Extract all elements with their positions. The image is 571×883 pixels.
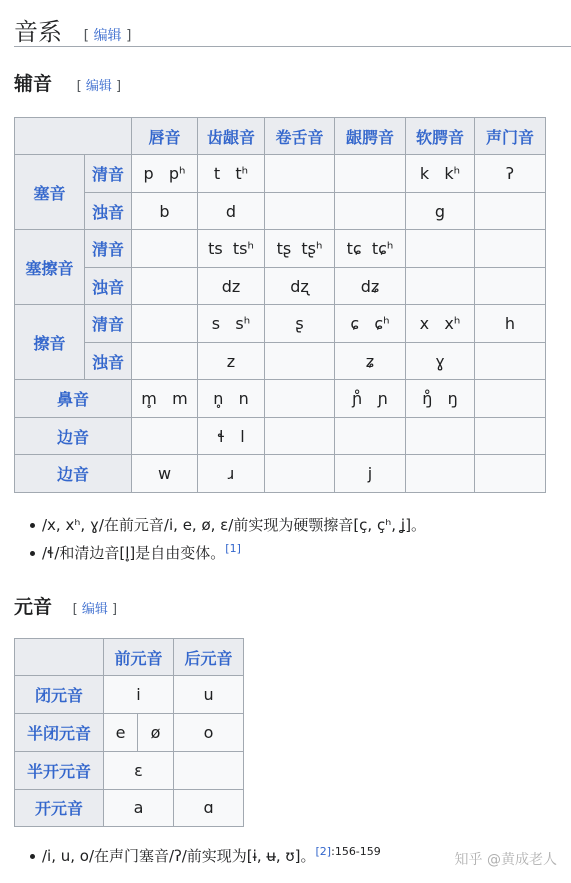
phoneme-cell [335,193,406,230]
table-row [15,751,244,789]
consonants-heading [14,69,121,96]
table-row [15,268,546,305]
phoneme-cell: ŋ̊ ŋ [406,380,475,418]
bullet-dot [30,523,35,528]
col-header[interactable]: 声门音 [475,118,546,155]
phoneme-cell [335,155,406,193]
phoneme-cell: p pʰ [132,155,198,193]
vowel-cell: o [174,714,244,751]
edit-link[interactable]: 编辑 [93,28,122,44]
phoneme-cell [475,193,546,230]
col-header[interactable]: 软腭音 [406,118,475,155]
phoneme-cell [335,418,406,455]
phoneme-cell [265,418,335,455]
vowels-edit-link[interactable]: [ 编辑 ] [72,602,118,617]
row-sub-header[interactable]: 浊音 [85,343,132,380]
table-row [15,455,546,493]
phoneme-cell [132,418,198,455]
phoneme-cell: ɕ ɕʰ [335,305,406,343]
section-edit-link[interactable]: [ 编辑 ] [83,28,132,44]
phoneme-cell [265,193,335,230]
phoneme-cell [406,455,475,493]
col-header[interactable]: 唇音 [132,118,198,155]
row-group-header[interactable]: 塞音 [15,155,85,230]
heading-divider [14,46,571,47]
phoneme-cell: ʔ [475,155,546,193]
vowel-cell: u [174,676,244,714]
consonants-title: 辅音 [14,73,53,95]
phoneme-cell: ɲ̊ ɲ [335,380,406,418]
phoneme-cell: d [198,193,265,230]
edit-link[interactable]: 编辑 [85,79,112,94]
consonant-header-row [15,118,546,155]
phoneme-cell: j [335,455,406,493]
phoneme-cell: dʐ [265,268,335,305]
row-header[interactable]: 开元音 [15,789,104,826]
phoneme-cell: m̥ m [132,380,198,418]
phoneme-cell [132,268,198,305]
phoneme-cell: ɣ [406,343,475,380]
phoneme-cell: tɕ tɕʰ [335,230,406,268]
row-header[interactable]: 闭元音 [15,676,104,714]
consonants-edit-link[interactable]: [ 编辑 ] [76,79,122,94]
phoneme-cell: n̥ n [198,380,265,418]
phoneme-cell [265,455,335,493]
table-row [15,193,546,230]
row-sub-header[interactable]: 浊音 [85,193,132,230]
vowels-title: 元音 [14,596,53,618]
phoneme-cell: b [132,193,198,230]
row-group-header[interactable]: 擦音 [15,305,85,380]
row-sub-header[interactable]: 浊音 [85,268,132,305]
phoneme-cell: h [475,305,546,343]
phoneme-cell [132,305,198,343]
phoneme-cell [132,230,198,268]
table-corner [15,639,104,676]
bullet-dot [30,854,35,859]
row-group-header[interactable]: 边音 [15,418,132,455]
col-header[interactable]: 卷舌音 [265,118,335,155]
phoneme-cell: tʂ tʂʰ [265,230,335,268]
phoneme-cell [406,268,475,305]
col-header[interactable]: 齿龈音 [198,118,265,155]
citation-link[interactable]: [1] [225,542,241,555]
vowel-cell: ɑ [174,789,244,826]
section-title: 音系 [14,18,62,46]
table-row [15,789,244,826]
vowel-cell: e [104,714,138,751]
phoneme-cell [475,343,546,380]
phoneme-cell [406,418,475,455]
consonant-note [30,514,426,535]
vowels-heading [14,592,117,619]
phoneme-cell: ʂ [265,305,335,343]
table-row [15,714,244,751]
col-header[interactable]: 龈腭音 [335,118,406,155]
note-text: /i, u, o/在声门塞音/ʔ/前实现为[ɨ, ʉ, ʊ]。 [42,847,316,865]
phoneme-cell [265,380,335,418]
row-group-header[interactable]: 边音 [15,455,132,493]
table-row [15,676,244,714]
bullet-dot [30,551,35,556]
vowel-cell: a [104,789,174,826]
phoneme-cell [475,380,546,418]
phoneme-cell: dʑ [335,268,406,305]
phoneme-cell [132,343,198,380]
citation-link[interactable]: [2] [315,845,332,858]
vowel-header-row [15,639,244,676]
phoneme-cell: g [406,193,475,230]
citation-pages: :156-159 [331,845,381,858]
table-row [15,305,546,343]
row-group-header[interactable]: 塞擦音 [15,230,85,305]
phoneme-cell [406,230,475,268]
phoneme-cell: ɹ [198,455,265,493]
table-row [15,230,546,268]
section-heading [14,12,131,47]
vowel-cell [174,751,244,789]
phoneme-cell: ɬ l [198,418,265,455]
phoneme-cell [475,418,546,455]
col-header[interactable]: 后元音 [174,639,244,676]
table-corner [15,118,132,155]
col-header[interactable]: 前元音 [104,639,174,676]
phoneme-cell: ʑ [335,343,406,380]
phoneme-cell: dz [198,268,265,305]
vowel-note [30,845,381,866]
vowel-cell: ø [138,714,174,751]
note-text: /x, xʰ, ɣ/在前元音/i, e, ø, ɛ/前实现为硬颚擦音[ç, çʰ, ʝ]。 [42,516,427,534]
phoneme-cell: s sʰ [198,305,265,343]
table-row [15,155,546,193]
vowel-cell: ɛ [104,751,174,789]
table-row [15,418,546,455]
phoneme-cell: t tʰ [198,155,265,193]
row-sub-header[interactable]: 清音 [85,305,132,343]
vowel-cell: i [104,676,174,714]
row-header[interactable]: 半闭元音 [15,714,104,751]
table-row [15,380,546,418]
phoneme-cell [265,343,335,380]
row-group-header[interactable]: 鼻音 [15,380,132,418]
watermark: 知乎 @黄成老人 [454,852,557,868]
row-header[interactable]: 半开元音 [15,751,104,789]
phoneme-cell: ts tsʰ [198,230,265,268]
consonant-note [30,542,241,563]
table-row [15,343,546,380]
phoneme-cell: k kʰ [406,155,475,193]
row-sub-header[interactable]: 清音 [85,230,132,268]
consonant-table [14,117,546,493]
note-text: /ɬ/和清边音[l̥]是自由变体。 [42,544,226,562]
phoneme-cell [475,268,546,305]
phoneme-cell [475,455,546,493]
phoneme-cell: w [132,455,198,493]
phoneme-cell [475,230,546,268]
phoneme-cell: z [198,343,265,380]
phoneme-cell [265,155,335,193]
row-sub-header[interactable]: 清音 [85,155,132,193]
phoneme-cell: x xʰ [406,305,475,343]
vowel-table [14,638,244,827]
edit-link[interactable]: 编辑 [81,602,108,617]
